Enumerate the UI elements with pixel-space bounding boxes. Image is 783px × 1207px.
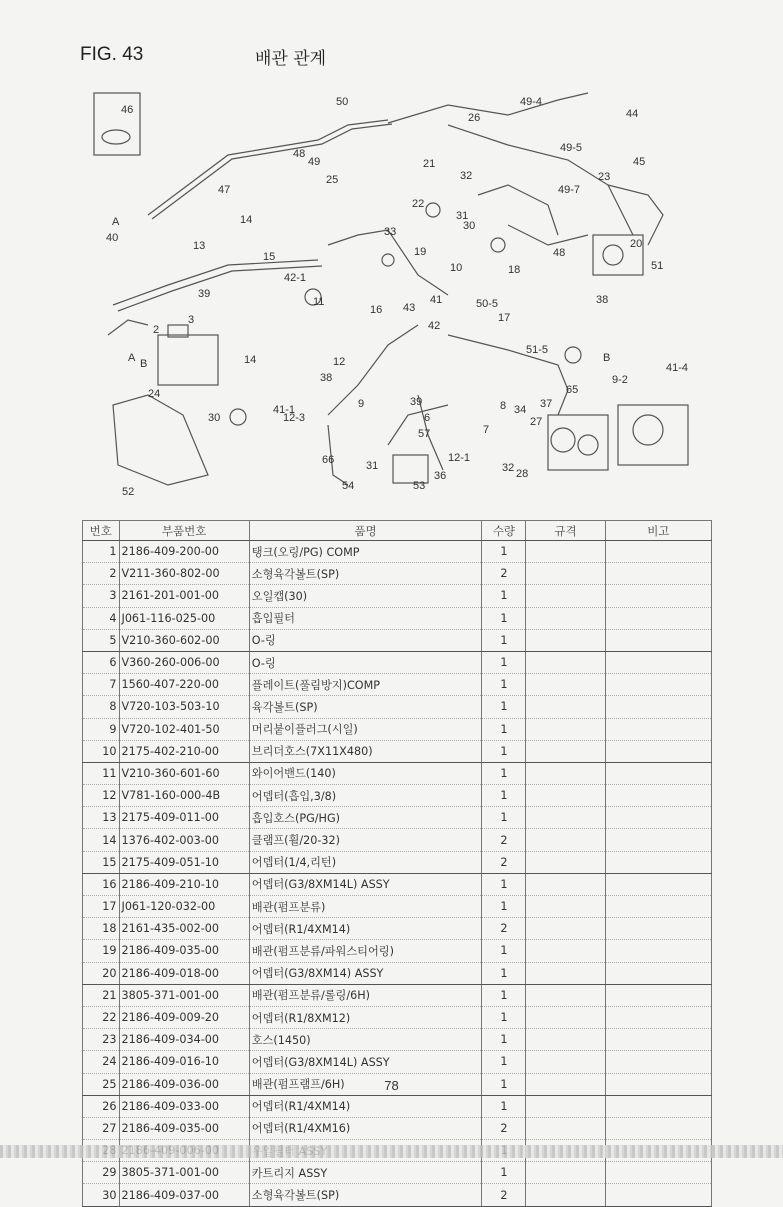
- remarks-cell: [605, 807, 711, 829]
- part-name: 플레이트(풀림방지)COMP: [249, 674, 482, 696]
- callout-label: 40: [106, 232, 119, 244]
- table-row: [83, 541, 712, 563]
- table-row: [83, 718, 712, 740]
- row-number: 30: [83, 1184, 120, 1206]
- part-number: V211-360-802-00: [119, 563, 249, 585]
- callout-label: 27: [530, 416, 543, 428]
- callout-label: 42-1: [284, 272, 307, 284]
- scan-edge: [0, 1145, 783, 1158]
- remarks-cell: [605, 785, 711, 807]
- remarks-cell: [605, 740, 711, 762]
- callout-label: 13: [193, 240, 206, 252]
- callout-label: 65: [566, 384, 579, 396]
- spec-cell: [526, 807, 605, 829]
- table-row: [83, 585, 712, 607]
- table-row: [83, 785, 712, 807]
- part-name: 어뎁터(G3/8XM14) ASSY: [249, 962, 482, 984]
- callout-label: A: [128, 352, 136, 364]
- part-name: 탱크(오링/PG) COMP: [249, 541, 482, 563]
- part-number: 2186-409-210-10: [119, 873, 249, 895]
- part-name: 어뎁터(1/4,리턴): [249, 851, 482, 873]
- quantity: 1: [482, 940, 526, 962]
- part-number: V720-102-401-50: [119, 718, 249, 740]
- part-name: O-링: [249, 651, 482, 673]
- callout-label: 3: [188, 314, 195, 326]
- table-row: [83, 918, 712, 940]
- table-row: [83, 1162, 712, 1184]
- part-name: 오일캡(30): [249, 585, 482, 607]
- callout-label: 44: [626, 108, 639, 120]
- callout-label: 2: [153, 324, 160, 336]
- remarks-cell: [605, 896, 711, 918]
- callout-label: 54: [342, 480, 355, 492]
- callout-label: 41: [430, 294, 443, 306]
- col-header-spec: 규격: [526, 521, 605, 541]
- row-number: 10: [83, 740, 120, 762]
- part-number: 2186-409-033-00: [119, 1095, 249, 1117]
- callout-label: 66: [322, 454, 335, 466]
- row-number: 12: [83, 785, 120, 807]
- callout-label: 17: [498, 312, 511, 324]
- remarks-cell: [605, 563, 711, 585]
- part-number: 2186-409-035-00: [119, 1117, 249, 1139]
- spec-cell: [526, 829, 605, 851]
- row-number: 25: [83, 1073, 120, 1095]
- remarks-cell: [605, 718, 711, 740]
- callout-label: 6: [424, 412, 431, 424]
- callout-label: 50-5: [476, 298, 499, 310]
- quantity: 1: [482, 807, 526, 829]
- spec-cell: [526, 1051, 605, 1073]
- quantity: 2: [482, 918, 526, 940]
- part-number: 2186-409-018-00: [119, 962, 249, 984]
- part-number: V781-160-000-4B: [119, 785, 249, 807]
- callout-label: 41-4: [666, 362, 689, 374]
- part-number: 2186-409-037-00: [119, 1184, 249, 1206]
- quantity: 1: [482, 607, 526, 629]
- quantity: 1: [482, 1073, 526, 1095]
- part-name: 호스(1450): [249, 1029, 482, 1051]
- table-row: [83, 651, 712, 673]
- spec-cell: [526, 785, 605, 807]
- part-name: 어뎁터(R1/8XM12): [249, 1006, 482, 1028]
- part-number: 3805-371-001-00: [119, 1162, 249, 1184]
- quantity: 1: [482, 1162, 526, 1184]
- remarks-cell: [605, 762, 711, 784]
- table-row: [83, 829, 712, 851]
- spec-cell: [526, 873, 605, 895]
- callout-label: 30: [208, 412, 221, 424]
- callout-label: 53: [413, 480, 426, 492]
- part-number: 2175-402-210-00: [119, 740, 249, 762]
- row-number: 2: [83, 563, 120, 585]
- quantity: 1: [482, 1006, 526, 1028]
- callout-label: 38: [320, 372, 333, 384]
- table-row: [83, 607, 712, 629]
- spec-cell: [526, 762, 605, 784]
- row-number: 5: [83, 629, 120, 651]
- table-row: [83, 984, 712, 1006]
- spec-cell: [526, 740, 605, 762]
- spec-cell: [526, 563, 605, 585]
- callout-label: 32: [502, 462, 515, 474]
- spec-cell: [526, 696, 605, 718]
- quantity: 1: [482, 674, 526, 696]
- callout-label: 23: [598, 171, 611, 183]
- quantity: 1: [482, 873, 526, 895]
- callout-label: 49-7: [558, 184, 581, 196]
- table-row: [83, 563, 712, 585]
- callout-label: 9-2: [612, 374, 628, 386]
- spec-cell: [526, 896, 605, 918]
- quantity: 1: [482, 696, 526, 718]
- part-number: 2186-409-035-00: [119, 940, 249, 962]
- callout-label: 18: [508, 264, 521, 276]
- remarks-cell: [605, 1006, 711, 1028]
- part-number: 2186-409-034-00: [119, 1029, 249, 1051]
- spec-cell: [526, 651, 605, 673]
- spec-cell: [526, 851, 605, 873]
- callout-label: 9: [358, 398, 365, 410]
- callout-label: A: [112, 216, 120, 228]
- callout-label: 14: [240, 214, 253, 226]
- callout-label: 42: [428, 320, 441, 332]
- spec-cell: [526, 629, 605, 651]
- callout-label: 37: [540, 398, 553, 410]
- part-number: 2175-409-011-00: [119, 807, 249, 829]
- remarks-cell: [605, 651, 711, 673]
- part-name: 소형육각볼트(SP): [249, 563, 482, 585]
- row-number: 13: [83, 807, 120, 829]
- row-number: 29: [83, 1162, 120, 1184]
- callout-label: 49-4: [520, 96, 543, 108]
- part-number: 2186-409-009-20: [119, 1006, 249, 1028]
- table-row: [83, 696, 712, 718]
- callout-label: 39: [410, 396, 423, 408]
- quantity: 1: [482, 984, 526, 1006]
- callout-label: 31: [366, 460, 379, 472]
- table-row: [83, 1006, 712, 1028]
- part-number: J061-116-025-00: [119, 607, 249, 629]
- callout-label: B: [603, 352, 611, 364]
- row-number: 4: [83, 607, 120, 629]
- quantity: 2: [482, 563, 526, 585]
- callout-label: 45: [633, 156, 646, 168]
- row-number: 23: [83, 1029, 120, 1051]
- part-name: 브리더호스(7X11X480): [249, 740, 482, 762]
- callout-label: 57: [418, 428, 431, 440]
- row-number: 20: [83, 962, 120, 984]
- part-number: V360-260-006-00: [119, 651, 249, 673]
- callout-label: 12-3: [283, 412, 306, 424]
- table-row: [83, 940, 712, 962]
- callout-label: 51: [651, 260, 664, 272]
- callout-label: 19: [414, 246, 427, 258]
- table-row: [83, 1184, 712, 1206]
- row-number: 3: [83, 585, 120, 607]
- part-number: 2161-435-002-00: [119, 918, 249, 940]
- callout-label: 26: [468, 112, 481, 124]
- quantity: 1: [482, 896, 526, 918]
- part-name: 어뎁터(R1/4XM14): [249, 1095, 482, 1117]
- remarks-cell: [605, 629, 711, 651]
- part-number: V720-103-503-10: [119, 696, 249, 718]
- remarks-cell: [605, 1162, 711, 1184]
- row-number: 19: [83, 940, 120, 962]
- figure-title: 배관 관계: [255, 49, 327, 69]
- table-row: [83, 1095, 712, 1117]
- spec-cell: [526, 984, 605, 1006]
- callout-label: 48: [293, 148, 306, 160]
- spec-cell: [526, 607, 605, 629]
- table-row: [83, 674, 712, 696]
- spec-cell: [526, 674, 605, 696]
- callout-label: 10: [450, 262, 463, 274]
- table-row: [83, 807, 712, 829]
- remarks-cell: [605, 1117, 711, 1139]
- col-header-remarks: 비고: [605, 521, 711, 541]
- row-number: 17: [83, 896, 120, 918]
- row-number: 1: [83, 541, 120, 563]
- callout-label: 41-1: [273, 404, 296, 416]
- quantity: 1: [482, 762, 526, 784]
- callout-label: 12-1: [448, 452, 471, 464]
- callout-label: 14: [244, 354, 257, 366]
- callout-label: 38: [596, 294, 609, 306]
- table-row: [83, 629, 712, 651]
- callout-label: 12: [333, 356, 346, 368]
- callout-label: 15: [263, 251, 276, 263]
- piping-diagram: [88, 85, 698, 510]
- callout-label: 20: [630, 238, 643, 250]
- part-name: 배관(펌프분류/파워스티어링): [249, 940, 482, 962]
- row-number: 11: [83, 762, 120, 784]
- part-name: 배관(펌프램프/6H): [249, 1073, 482, 1095]
- part-name: 어뎁터(G3/8XM14L) ASSY: [249, 873, 482, 895]
- callout-label: 43: [403, 302, 416, 314]
- part-name: 머리붙이플러그(시일): [249, 718, 482, 740]
- part-number: 1560-407-220-00: [119, 674, 249, 696]
- part-name: 배관(펌프분류/롤링/6H): [249, 984, 482, 1006]
- callout-label: 33: [384, 226, 397, 238]
- part-number: 2186-409-200-00: [119, 541, 249, 563]
- row-number: 7: [83, 674, 120, 696]
- row-number: 8: [83, 696, 120, 718]
- spec-cell: [526, 1006, 605, 1028]
- remarks-cell: [605, 585, 711, 607]
- row-number: 14: [83, 829, 120, 851]
- callout-label: 49-5: [560, 142, 583, 154]
- col-header-part-no: 부품번호: [119, 521, 249, 541]
- callout-label: 24: [148, 388, 161, 400]
- callout-label: 48: [553, 247, 566, 259]
- part-name: 와이어밴드(140): [249, 762, 482, 784]
- part-name: 소형육각볼트(SP): [249, 1184, 482, 1206]
- row-number: 9: [83, 718, 120, 740]
- col-header-name: 품명: [249, 521, 482, 541]
- quantity: 1: [482, 785, 526, 807]
- part-number: V210-360-602-00: [119, 629, 249, 651]
- callout-label: 32: [460, 170, 473, 182]
- table-row: [83, 762, 712, 784]
- spec-cell: [526, 962, 605, 984]
- callout-label: 49: [308, 156, 321, 168]
- row-number: 27: [83, 1117, 120, 1139]
- quantity: 1: [482, 541, 526, 563]
- remarks-cell: [605, 962, 711, 984]
- callout-label: 36: [434, 470, 447, 482]
- callout-label: 46: [121, 104, 134, 116]
- part-name: 배관(펌프분류): [249, 896, 482, 918]
- quantity: 1: [482, 629, 526, 651]
- callout-label: 22: [412, 198, 425, 210]
- callout-label: 34: [514, 404, 527, 416]
- part-name: 어뎁터(R1/4XM14): [249, 918, 482, 940]
- part-name: 어뎁터(R1/4XM16): [249, 1117, 482, 1139]
- remarks-cell: [605, 674, 711, 696]
- quantity: 2: [482, 1184, 526, 1206]
- remarks-cell: [605, 1095, 711, 1117]
- table-row: [83, 962, 712, 984]
- remarks-cell: [605, 1029, 711, 1051]
- remarks-cell: [605, 607, 711, 629]
- table-row: [83, 1051, 712, 1073]
- quantity: 1: [482, 962, 526, 984]
- row-number: 22: [83, 1006, 120, 1028]
- callout-label: 8: [500, 400, 507, 412]
- table-row: [83, 1117, 712, 1139]
- spec-cell: [526, 1184, 605, 1206]
- part-number: V210-360-601-60: [119, 762, 249, 784]
- spec-cell: [526, 1095, 605, 1117]
- spec-cell: [526, 585, 605, 607]
- spec-cell: [526, 940, 605, 962]
- part-number: 2161-201-001-00: [119, 585, 249, 607]
- remarks-cell: [605, 829, 711, 851]
- remarks-cell: [605, 696, 711, 718]
- row-number: 21: [83, 984, 120, 1006]
- part-name: 어뎁터(G3/8XM14L) ASSY: [249, 1051, 482, 1073]
- spec-cell: [526, 1029, 605, 1051]
- part-number: 2175-409-051-10: [119, 851, 249, 873]
- quantity: 1: [482, 718, 526, 740]
- callout-label: 16: [370, 304, 383, 316]
- row-number: 18: [83, 918, 120, 940]
- quantity: 2: [482, 829, 526, 851]
- parts-table: [82, 520, 712, 1207]
- callout-label: 25: [326, 174, 339, 186]
- quantity: 2: [482, 1117, 526, 1139]
- quantity: 1: [482, 651, 526, 673]
- table-row: [83, 873, 712, 895]
- part-number: J061-120-032-00: [119, 896, 249, 918]
- remarks-cell: [605, 918, 711, 940]
- spec-cell: [526, 1117, 605, 1139]
- part-name: 육각볼트(SP): [249, 696, 482, 718]
- table-header-row: [83, 521, 712, 541]
- remarks-cell: [605, 541, 711, 563]
- callout-label: 50: [336, 96, 349, 108]
- callout-label: 30: [463, 220, 476, 232]
- figure-number: FIG. 43: [80, 44, 144, 65]
- row-number: 15: [83, 851, 120, 873]
- spec-cell: [526, 1162, 605, 1184]
- part-number: 3805-371-001-00: [119, 984, 249, 1006]
- callout-label: 52: [122, 486, 135, 498]
- part-name: 어뎁터(흡입,3/8): [249, 785, 482, 807]
- remarks-cell: [605, 984, 711, 1006]
- callout-label: 11: [313, 296, 325, 308]
- remarks-cell: [605, 851, 711, 873]
- table-row: [83, 896, 712, 918]
- spec-cell: [526, 918, 605, 940]
- callout-label: 47: [218, 184, 231, 196]
- remarks-cell: [605, 940, 711, 962]
- remarks-cell: [605, 1051, 711, 1073]
- quantity: 1: [482, 585, 526, 607]
- col-header-qty: 수량: [482, 521, 526, 541]
- quantity: 1: [482, 740, 526, 762]
- callout-label: 28: [516, 468, 529, 480]
- row-number: 16: [83, 873, 120, 895]
- row-number: 24: [83, 1051, 120, 1073]
- quantity: 2: [482, 851, 526, 873]
- page-number: 78: [384, 1078, 399, 1093]
- callout-label: 21: [423, 158, 436, 170]
- callout-label: 31: [456, 210, 469, 222]
- table-row: [83, 740, 712, 762]
- quantity: 1: [482, 1095, 526, 1117]
- quantity: 1: [482, 1051, 526, 1073]
- part-name: O-링: [249, 629, 482, 651]
- part-name: 흡입호스(PG/HG): [249, 807, 482, 829]
- callout-label: 39: [198, 288, 211, 300]
- table-row: [83, 851, 712, 873]
- quantity: 1: [482, 1029, 526, 1051]
- part-name: 카트리지 ASSY: [249, 1162, 482, 1184]
- callout-label: B: [140, 358, 148, 370]
- table-row: [83, 1029, 712, 1051]
- spec-cell: [526, 541, 605, 563]
- remarks-cell: [605, 1184, 711, 1206]
- row-number: 6: [83, 651, 120, 673]
- part-name: 흡입필터: [249, 607, 482, 629]
- callout-label: 51-5: [526, 344, 549, 356]
- part-number: 2186-409-016-10: [119, 1051, 249, 1073]
- col-header-no: 번호: [83, 521, 120, 541]
- callout-label: 7: [483, 424, 490, 436]
- remarks-cell: [605, 873, 711, 895]
- part-name: 클램프(휠/20-32): [249, 829, 482, 851]
- row-number: 26: [83, 1095, 120, 1117]
- part-number: 1376-402-003-00: [119, 829, 249, 851]
- spec-cell: [526, 718, 605, 740]
- part-number: 2186-409-036-00: [119, 1073, 249, 1095]
